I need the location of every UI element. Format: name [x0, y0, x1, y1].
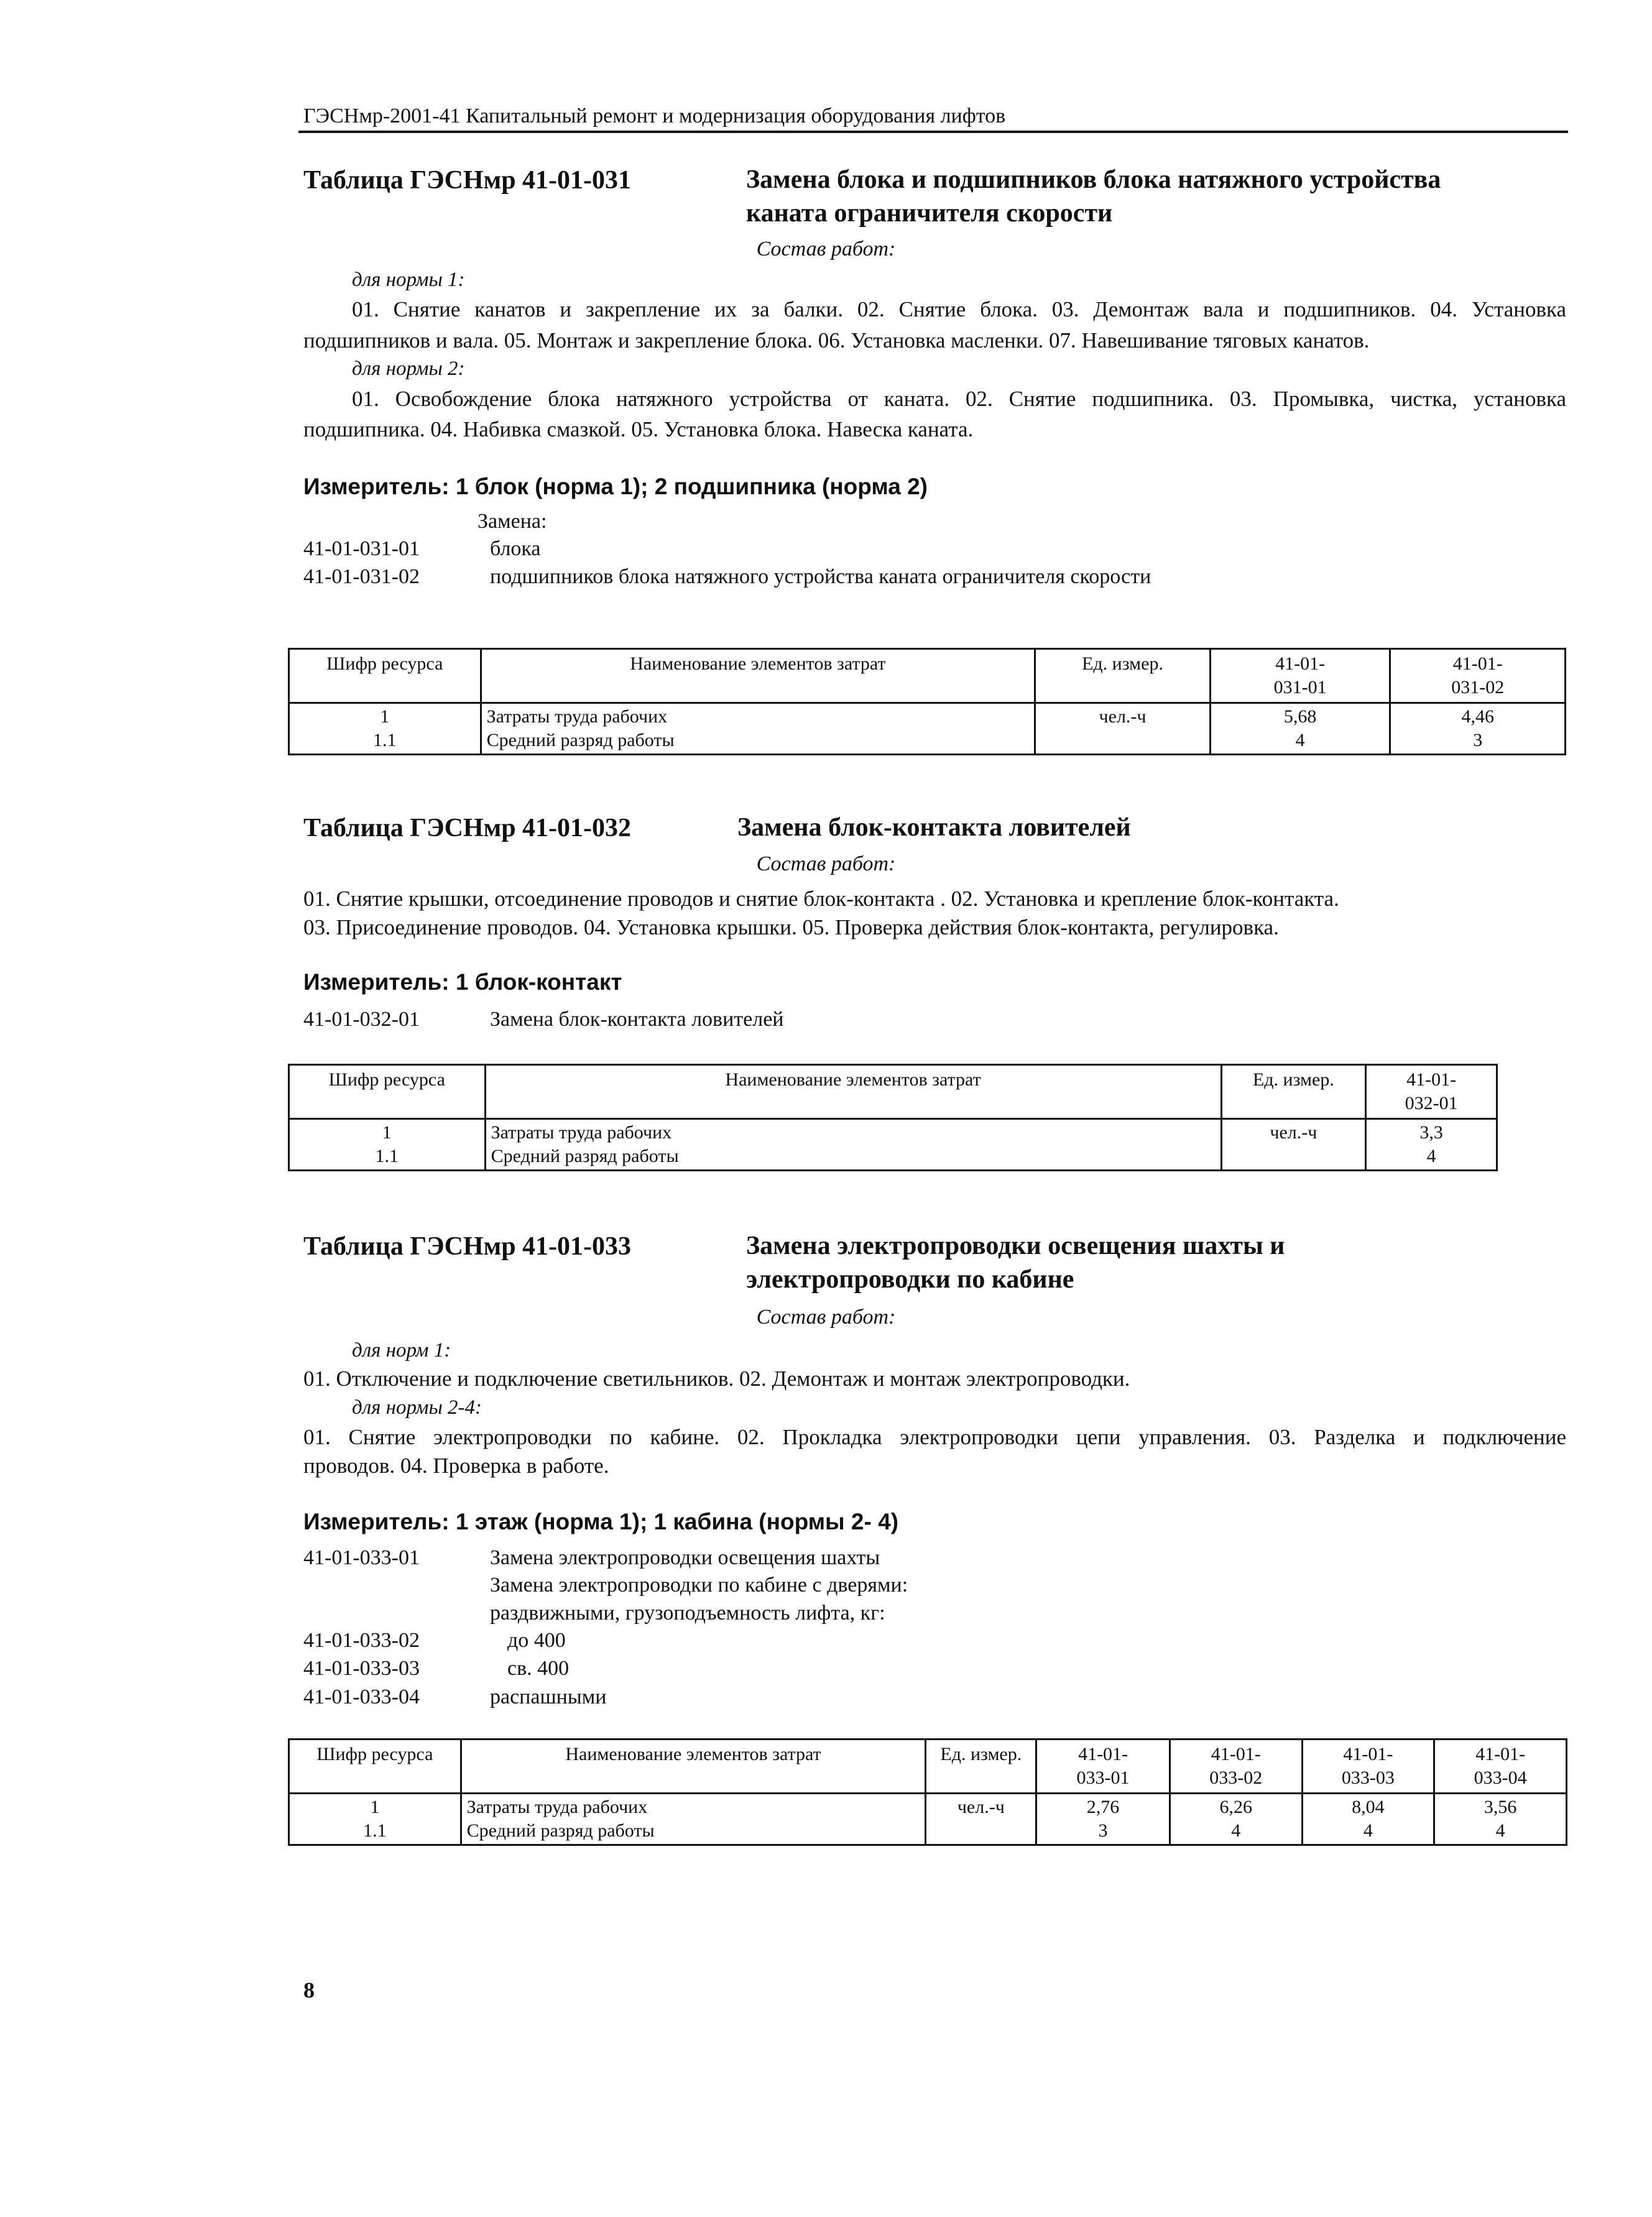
- resource-unit: чел.-ч: [1035, 703, 1211, 755]
- norm-code: 41-01-033-03: [303, 1657, 420, 1680]
- resource-unit: чел.-ч: [1221, 1119, 1366, 1171]
- title-line: Замена блок-контакта ловителей: [737, 813, 1131, 842]
- header-cell: Наименование элементов затрат: [481, 649, 1035, 703]
- value-cell: 2,76 3: [1036, 1794, 1170, 1845]
- norm-text: Замена электропроводки освещения шахты: [490, 1546, 880, 1569]
- norm-code: 41-01-031-01: [303, 537, 420, 560]
- norm-code: 41-01-033-01: [303, 1546, 420, 1569]
- resource-unit: чел.-ч: [926, 1794, 1036, 1845]
- work-line: подшипников и вала. 05. Монтаж и закрепление блока. 06. Установка масленки. 07. Навешивание тяговых канатов.: [303, 328, 1370, 353]
- resource-name: Затраты труда рабочих Средний разряд работы: [481, 703, 1035, 755]
- resource-name: Затраты труда рабочих Средний разряд работы: [485, 1119, 1221, 1171]
- title-line: электропроводки по кабине: [746, 1265, 1074, 1294]
- work-line: 01. Снятие электропроводки по кабине. 02. Прокладка электропроводки цепи управления. 03. Разделка и подключение: [303, 1425, 1566, 1449]
- title-line: Замена электропроводки освещения шахты и: [746, 1232, 1285, 1260]
- header-cell: Наименование элементов затрат: [485, 1065, 1221, 1119]
- norm-label: для нормы 1:: [352, 269, 465, 291]
- value-cell: 3,56 4: [1434, 1794, 1567, 1845]
- sostav-label: Состав работ:: [756, 1306, 896, 1329]
- work-line: 03. Присоединение проводов. 04. Установка крышки. 05. Проверка действия блок-контакта, регулировка.: [303, 915, 1279, 939]
- resource-code: 1 1.1: [289, 1119, 486, 1171]
- resource-code: 1 1.1: [289, 703, 481, 755]
- header-cell: Ед. измер.: [1035, 649, 1211, 703]
- header-cell: Шифр ресурса: [289, 649, 481, 703]
- header-cell: 41-01- 031-02: [1390, 649, 1566, 703]
- norm-text: раздвижными, грузоподъемность лифта, кг:: [490, 1602, 885, 1625]
- value-cell: 6,26 4: [1170, 1794, 1302, 1845]
- running-header: ГЭСНмр-2001-41 Капитальный ремонт и модернизация оборудования лифтов: [303, 104, 1006, 127]
- resource-table: [288, 1064, 1498, 1171]
- table-header-row: [289, 1740, 1567, 1794]
- section-title: [746, 1229, 1285, 1296]
- sostav-label: Состав работ:: [756, 852, 896, 875]
- measure-unit: Измеритель: 1 этаж (норма 1); 1 кабина (нормы 2- 4): [303, 1509, 899, 1534]
- norm-text: Замена электропроводки по кабине с дверями:: [490, 1574, 908, 1597]
- norm-text: Замена блок-контакта ловителей: [490, 1008, 784, 1031]
- norm-text: св. 400: [507, 1657, 570, 1680]
- table-row: [289, 703, 1566, 755]
- header-cell: 41-01- 031-01: [1210, 649, 1390, 703]
- group-label: Замена:: [478, 510, 547, 533]
- measure-unit: Измеритель: 1 блок (норма 1); 2 подшипника (норма 2): [303, 474, 928, 499]
- norm-code: 41-01-033-04: [303, 1685, 420, 1708]
- table-header-row: [289, 649, 1566, 703]
- measure-unit: Измеритель: 1 блок-контакт: [303, 969, 622, 995]
- table-row: [289, 1119, 1497, 1171]
- norm-text: до 400: [507, 1629, 566, 1652]
- sostav-label: Состав работ:: [756, 237, 896, 260]
- resource-table: [288, 648, 1566, 755]
- header-cell: 41-01- 033-04: [1434, 1740, 1567, 1794]
- resource-code: 1 1.1: [289, 1794, 461, 1845]
- norm-label: для нормы 2-4:: [352, 1396, 482, 1419]
- header-cell: 41-01- 033-02: [1170, 1740, 1302, 1794]
- value-cell: 5,68 4: [1210, 703, 1390, 755]
- norm-text: распашными: [490, 1685, 607, 1708]
- value-cell: 8,04 4: [1302, 1794, 1434, 1845]
- work-line: 01. Отключение и подключение светильников. 02. Демонтаж и монтаж электропроводки.: [303, 1367, 1130, 1391]
- work-line: проводов. 04. Проверка в работе.: [303, 1454, 609, 1478]
- table-label: Таблица ГЭСНмр 41-01-031: [303, 166, 632, 195]
- header-cell: Наименование элементов затрат: [461, 1740, 926, 1794]
- norm-text: блока: [490, 537, 541, 560]
- work-line: 01. Снятие крышки, отсоединение проводов и снятие блок-контакта . 02. Установка и крепление блок-контакта.: [303, 887, 1339, 911]
- table-header-row: [289, 1065, 1497, 1119]
- work-line: подшипника. 04. Набивка смазкой. 05. Установка блока. Навеска каната.: [303, 417, 974, 441]
- norm-code: 41-01-031-02: [303, 565, 420, 588]
- title-line: каната ограничителя скорости: [746, 199, 1113, 228]
- table-label: Таблица ГЭСНмр 41-01-033: [303, 1232, 632, 1261]
- table-row: [289, 1794, 1567, 1845]
- title-line: Замена блока и подшипников блока натяжного устройства: [746, 165, 1441, 194]
- header-cell: Ед. измер.: [1221, 1065, 1366, 1119]
- norm-label: для норм 1:: [352, 1339, 451, 1362]
- header-rule: [298, 131, 1568, 133]
- work-line: 01. Снятие канатов и закрепление их за балки. 02. Снятие блока. 03. Демонтаж вала и подшипников. 04. Установка: [352, 297, 1566, 321]
- value-cell: 4,46 3: [1390, 703, 1566, 755]
- norm-code: 41-01-032-01: [303, 1008, 420, 1031]
- header-cell: 41-01- 032-01: [1366, 1065, 1497, 1119]
- section-title: [746, 163, 1441, 230]
- norm-text: подшипников блока натяжного устройства каната ограничителя скорости: [490, 565, 1151, 588]
- header-cell: Шифр ресурса: [289, 1740, 461, 1794]
- resource-table: [288, 1738, 1567, 1846]
- resource-name: Затраты труда рабочих Средний разряд работы: [461, 1794, 926, 1845]
- norm-label: для нормы 2:: [352, 357, 465, 380]
- work-line: 01. Освобождение блока натяжного устройства от каната. 02. Снятие подшипника. 03. Промывка, чистка, установка: [352, 387, 1566, 411]
- norm-code: 41-01-033-02: [303, 1629, 420, 1652]
- header-cell: Шифр ресурса: [289, 1065, 486, 1119]
- header-cell: Ед. измер.: [926, 1740, 1036, 1794]
- page-number: 8: [303, 1978, 315, 2003]
- value-cell: 3,3 4: [1366, 1119, 1497, 1171]
- header-cell: 41-01- 033-01: [1036, 1740, 1170, 1794]
- table-label: Таблица ГЭСНмр 41-01-032: [303, 814, 632, 842]
- header-cell: 41-01- 033-03: [1302, 1740, 1434, 1794]
- section-title: [737, 811, 1131, 844]
